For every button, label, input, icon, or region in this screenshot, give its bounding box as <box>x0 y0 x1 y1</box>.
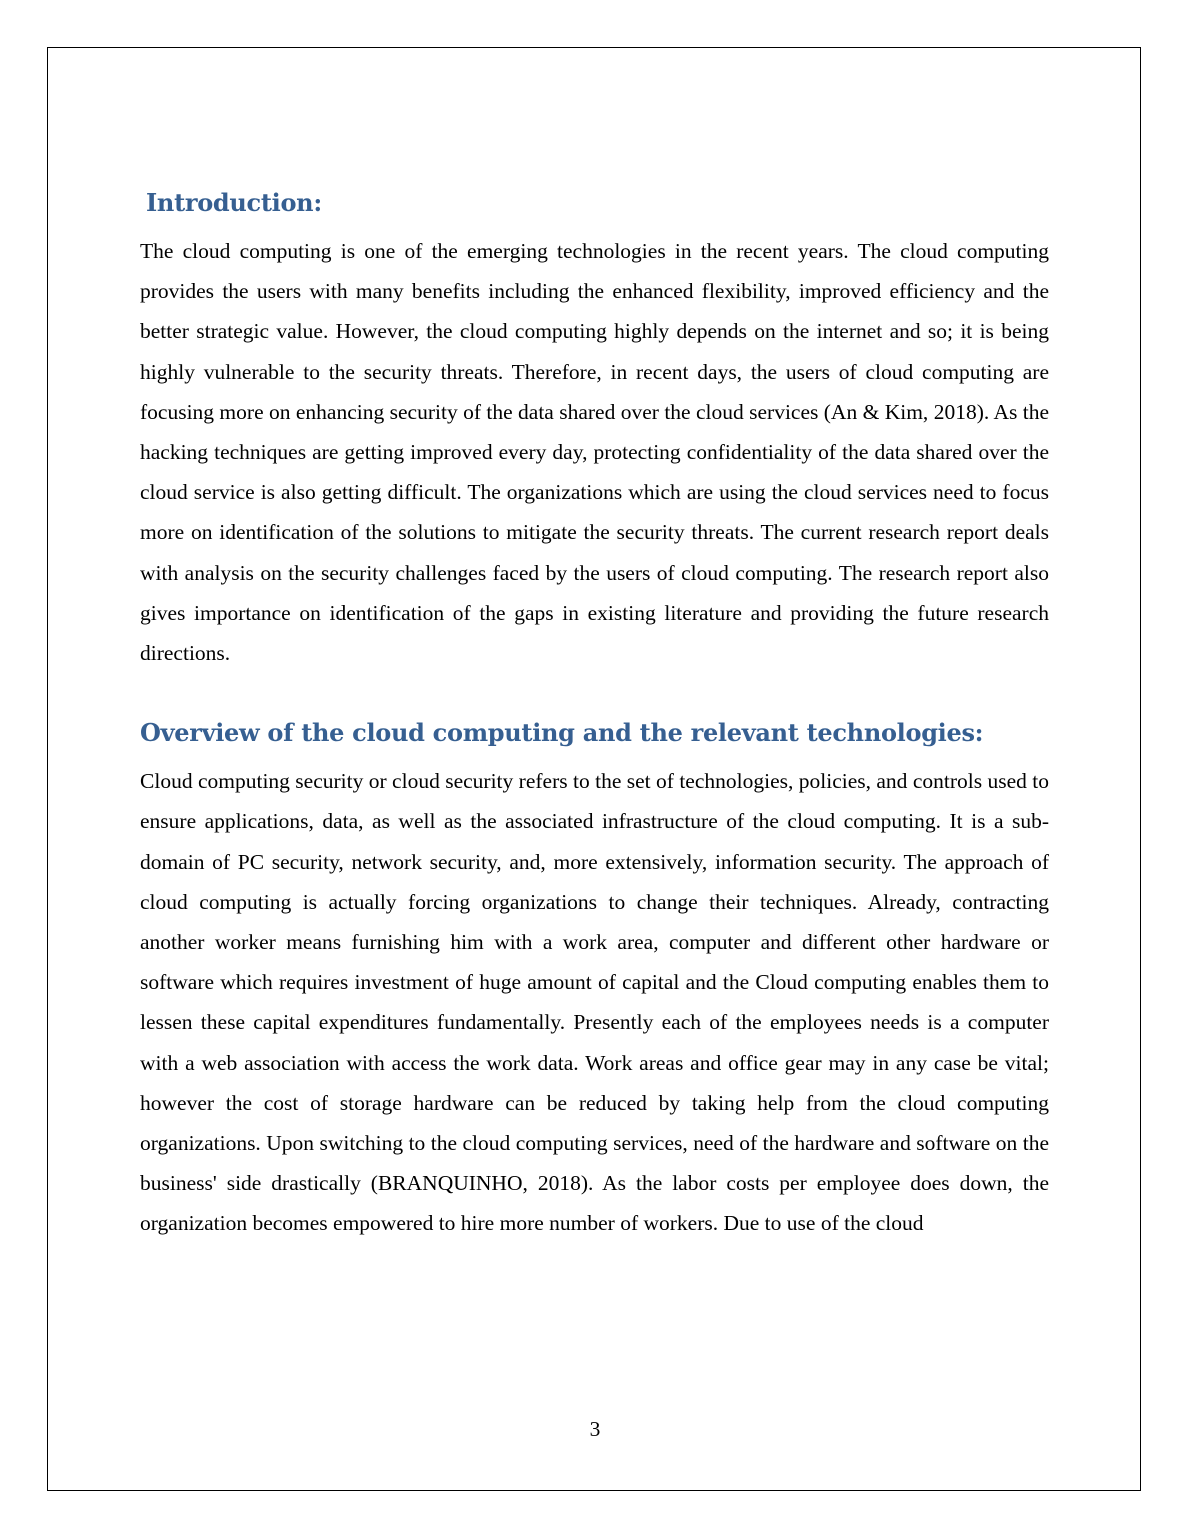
document-body <box>140 185 1049 1244</box>
introduction-paragraph: The cloud computing is one of the emerging technologies in the recent years. The cloud computing provides the users with many benefits including the enhanced flexibility, improved efficiency and the better strategic value. However, the cloud computing highly depends on the internet and so; it is being highly vulnerable to the security threats. Therefore, in recent days, the users of cloud computing are focusing more on enhancing security of the data shared over the cloud services (An & Kim, 2018). As the hacking techniques are getting improved every day, protecting confidentiality of the data shared over the cloud service is also getting difficult. The organizations which are using the cloud services need to focus more on identification of the solutions to mitigate the security threats. The current research report deals with analysis on the security challenges faced by the users of cloud computing. The research report also gives importance on identification of the gaps in existing literature and providing the future research directions. <box>140 239 1049 666</box>
overview-heading: Overview of the cloud computing and the relevant technologies: <box>140 718 984 748</box>
introduction-heading: Introduction: <box>146 188 322 217</box>
page-number: 3 <box>589 1417 601 1441</box>
overview-paragraph: Cloud computing security or cloud security refers to the set of technologies, policies, and controls used to ensure applications, data, as well as the associated infrastructure of the cloud computing. It is a sub-domain of PC security, network security, and, more extensively, information security. The approach of cloud computing is actually forcing organizations to change their techniques. Already, contracting another worker means furnishing him with a work area, computer and different other hardware or software which requires investment of huge amount of capital and the Cloud computing enables them to lessen these capital expenditures fundamentally. Presently each of the employees needs is a computer with a web association with access the work data. Work areas and office gear may in any case be vital; however the cost of storage hardware can be reduced by taking help from the cloud computing organizations. Upon switching to the cloud computing services, need of the hardware and software on the business' side drastically (BRANQUINHO, 2018). As the labor costs per employee does down, the organization becomes empowered to hire more number of workers. Due to use of the cloud <box>140 769 1049 1236</box>
